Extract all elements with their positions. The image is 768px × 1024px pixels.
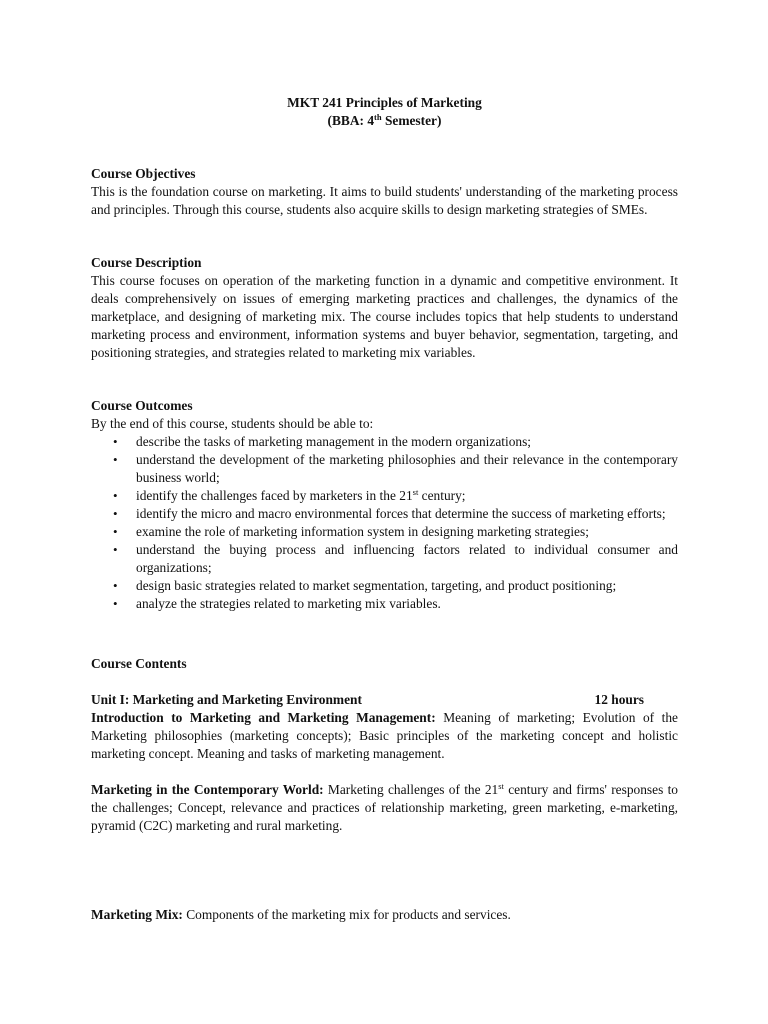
outcome-item xyxy=(91,487,678,505)
section-description xyxy=(91,254,678,362)
outcomes-heading: Course Outcomes xyxy=(91,398,193,413)
unit-1-mix xyxy=(91,906,678,924)
document-header xyxy=(91,94,678,130)
description-text: This course focuses on operation of the marketing function in a dynamic and competitive environment. It deals comprehensively on issues of emerging marketing practices and challenges, the dynamics of the marketplace, and designing of marketing mix. The course includes topics that help students to understand marketing process and environment, information systems and buyer behavior, segmentation, targeting, and positioning strategies, and strategies related to marketing mix variables. xyxy=(91,273,678,360)
outcome-item: • understand the buying process and influencing factors related to individual consumer and organizations; xyxy=(91,541,678,577)
description-heading: Course Description xyxy=(91,255,202,270)
outcome-text: identify the challenges faced by marketers in the 21 xyxy=(136,488,413,503)
section-objectives xyxy=(91,165,678,219)
outcomes-intro: By the end of this course, students should be able to: xyxy=(91,416,374,431)
unit-1-header xyxy=(91,691,678,709)
semester-superscript: th xyxy=(374,112,382,122)
contemporary-paragraph xyxy=(91,781,678,835)
contents-heading: Course Contents xyxy=(91,656,187,671)
outcome-item: • examine the role of marketing information system in designing marketing strategies; xyxy=(91,523,678,541)
contemporary-text-end: century and firms' responses to the challenges; Concept, relevance and practices of relationship marketing, green marketing, e-marketing, pyramid (C2C) marketing and rural marketing. xyxy=(91,782,678,833)
contemporary-label: Marketing in the Contemporary World: xyxy=(91,782,324,797)
intro-label: Introduction to Marketing and Marketing Management: xyxy=(91,710,436,725)
objectives-text: This is the foundation course on marketing. It aims to build students' understanding of the marketing process and principles. Through this course, students also acquire skills to design marketing strategies of SMEs. xyxy=(91,184,678,217)
mix-text: Components of the marketing mix for products and services. xyxy=(182,907,511,922)
section-contents xyxy=(91,655,678,673)
outcome-item: • understand the development of the marketing philosophies and their relevance in the contemporary business world; xyxy=(91,451,678,487)
contemporary-superscript: st xyxy=(498,781,504,791)
contemporary-text: Marketing challenges of the 21 xyxy=(323,782,499,797)
outcome-text-end: century; xyxy=(418,488,466,503)
mix-paragraph xyxy=(91,906,678,924)
unit-1-hours: 12 hours xyxy=(594,692,644,707)
course-title: MKT 241 Principles of Marketing xyxy=(287,95,482,110)
course-semester xyxy=(91,112,678,130)
intro-text: Meaning of marketing; Evolution of the Marketing philosophies (marketing concepts); Basic principles of the marketing concept and holistic marketing concept. Meaning and tasks of marketing management. xyxy=(91,710,678,761)
mix-label: Marketing Mix: xyxy=(91,907,183,922)
semester-text-end: Semester) xyxy=(381,113,442,128)
unit-1-intro xyxy=(91,709,678,763)
section-outcomes xyxy=(91,397,678,613)
unit-1-contemporary xyxy=(91,781,678,835)
objectives-heading: Course Objectives xyxy=(91,166,196,181)
unit-1 xyxy=(91,691,678,763)
unit-1-title: Unit I: Marketing and Marketing Environment xyxy=(91,692,362,707)
outcome-item: • design basic strategies related to market segmentation, targeting, and product positioning; xyxy=(91,577,678,595)
outcome-item: • analyze the strategies related to marketing mix variables. xyxy=(91,595,678,613)
outcome-item: • identify the micro and macro environmental forces that determine the success of marketing efforts; xyxy=(91,505,678,523)
outcome-item: • describe the tasks of marketing management in the modern organizations; xyxy=(91,433,678,451)
outcome-superscript: st xyxy=(412,487,419,497)
semester-text: (BBA: 4 xyxy=(327,113,375,128)
outcomes-list xyxy=(91,433,678,613)
